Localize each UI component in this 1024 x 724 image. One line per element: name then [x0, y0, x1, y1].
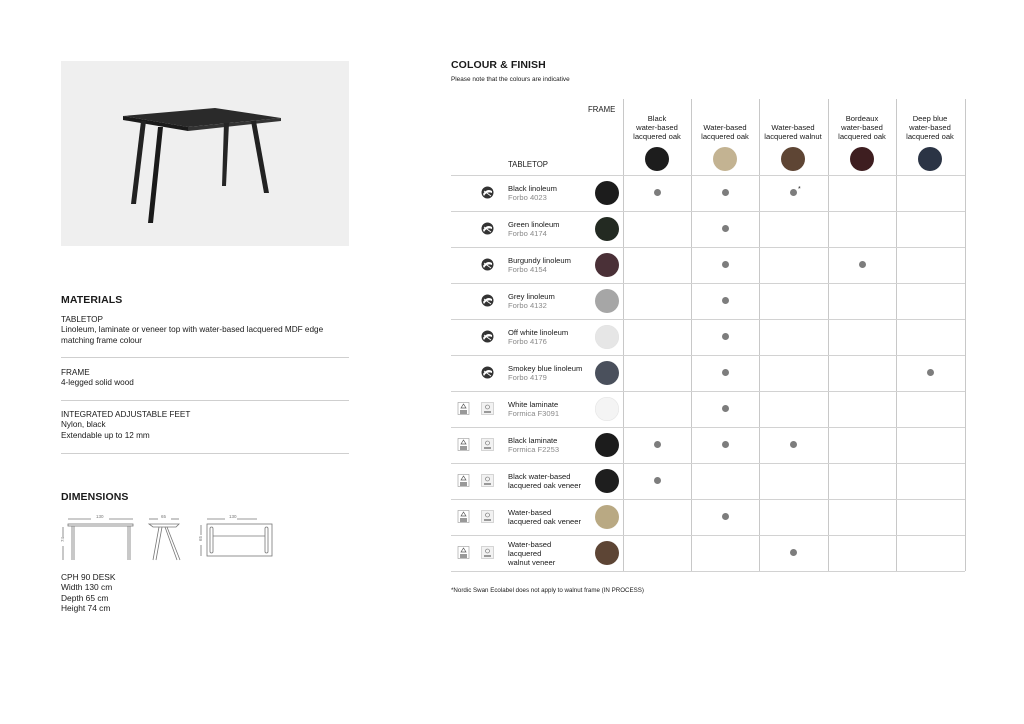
frame-name-line: water-based	[841, 123, 883, 133]
frame-header	[691, 123, 759, 141]
tabletop-swatch	[595, 361, 619, 385]
frame-swatch	[918, 147, 942, 171]
frame-header	[759, 123, 827, 141]
availability-dot	[790, 441, 797, 448]
availability-dot	[654, 441, 661, 448]
tabletop-name	[508, 508, 581, 526]
row-divider	[451, 355, 965, 356]
tabletop-swatch	[595, 433, 619, 457]
dim-side-depth: 65	[161, 514, 167, 519]
column-divider	[896, 99, 897, 571]
tabletop-label: TABLETOP	[508, 160, 549, 169]
tabletop-swatch	[595, 325, 619, 349]
section-heading: INTEGRATED ADJUSTABLE FEET	[61, 410, 191, 419]
frame-name-line: Deep blue	[912, 114, 948, 123]
materials-title: MATERIALS	[61, 294, 123, 306]
tabletop-swatch	[595, 217, 619, 241]
frame-header	[828, 114, 896, 142]
row-divider	[451, 391, 965, 392]
availability-dot	[722, 369, 729, 376]
ecolabel-icon	[481, 510, 494, 523]
model-name: CPH 90 DESK	[61, 572, 116, 582]
column-divider	[965, 99, 966, 571]
section-text: 4-legged solid wood	[61, 378, 134, 388]
frame-swatch	[645, 147, 669, 171]
tabletop-name-line: lacquered oak veneer	[508, 517, 582, 526]
frame-name-line: Water-based	[771, 123, 815, 132]
frame-name-line: Bordeaux	[845, 114, 879, 123]
colour-note: Please note that the colours are indicative	[451, 76, 570, 83]
tabletop-name-line: Smokey blue linoleum	[508, 364, 583, 373]
tabletop-name	[508, 220, 560, 238]
dim-front-height: 74	[60, 536, 66, 543]
materials-feet	[61, 410, 190, 441]
tabletop-name-line: White laminate	[508, 400, 559, 409]
column-divider	[759, 99, 760, 571]
tabletop-name	[508, 540, 555, 567]
availability-dot	[722, 333, 729, 340]
dim-front-width: 130	[96, 514, 104, 519]
tabletop-code: Formica F2253	[508, 445, 560, 454]
tabletop-swatch	[595, 541, 619, 565]
tabletop-code: Forbo 4176	[508, 337, 547, 346]
ecolabel-icon	[481, 438, 494, 451]
row-divider	[451, 211, 965, 212]
column-divider	[623, 99, 624, 571]
tabletop-code: Forbo 4023	[508, 193, 547, 202]
tabletop-swatch	[595, 469, 619, 493]
materials-frame	[61, 368, 134, 389]
column-divider	[691, 99, 692, 571]
frame-swatch	[850, 147, 874, 171]
row-divider	[451, 283, 965, 284]
dim-top-depth: 65	[198, 535, 204, 542]
nordic-swan-ecolabel-icon	[481, 186, 494, 199]
row-divider	[451, 427, 965, 428]
dimensions-text	[61, 572, 115, 613]
frame-name-line: lacquered oak	[906, 132, 954, 142]
divider	[61, 357, 349, 358]
product-photo	[61, 61, 349, 246]
tabletop-name	[508, 184, 557, 202]
colour-title: COLOUR & FINISH	[451, 59, 546, 71]
desk-illustration	[61, 61, 349, 246]
divider	[61, 400, 349, 401]
frame-name-line: lacquered oak	[838, 132, 886, 142]
dimension-drawings	[61, 513, 281, 563]
dimensions-title: DIMENSIONS	[61, 491, 129, 503]
frame-header	[896, 114, 964, 142]
availability-dot	[790, 189, 797, 196]
tabletop-name-line: Black laminate	[508, 436, 558, 445]
frame-name-line: Black	[647, 114, 667, 123]
availability-dot	[654, 477, 661, 484]
frame-swatch	[781, 147, 805, 171]
tabletop-name-line: lacquered	[508, 548, 542, 558]
section-text: Nylon, black	[61, 420, 106, 430]
tabletop-name-line: Off white linoleum	[508, 328, 569, 337]
section-heading: FRAME	[61, 368, 90, 377]
section-text: Extendable up to 12 mm	[61, 430, 150, 440]
footnote: *Nordic Swan Ecolabel does not apply to walnut frame (IN PROCESS)	[451, 587, 644, 594]
tabletop-name-line: Water-based	[508, 539, 552, 549]
nordic-swan-ecolabel-icon	[481, 258, 494, 271]
row-divider	[451, 535, 965, 536]
nordic-swan-ecolabel-icon	[481, 330, 494, 343]
tabletop-code: Formica F3091	[508, 409, 560, 418]
tabletop-name	[508, 328, 568, 346]
availability-dot	[927, 369, 934, 376]
tabletop-name-line: Black water-based	[508, 472, 571, 481]
depth-text: Depth 65 cm	[61, 592, 109, 603]
nordic-swan-ecolabel-icon	[481, 222, 494, 235]
fsc-label-icon	[457, 438, 470, 451]
tabletop-name	[508, 436, 559, 454]
frame-name-line: water-based	[636, 123, 678, 133]
frame-name-line: water-based	[909, 123, 951, 133]
tabletop-code: Forbo 4179	[508, 373, 547, 382]
tabletop-swatch	[595, 253, 619, 277]
availability-dot	[722, 225, 729, 232]
availability-dot	[722, 441, 729, 448]
section-text: matching frame colour	[61, 335, 142, 345]
tabletop-name-line: lacquered oak veneer	[508, 481, 582, 490]
ecolabel-icon	[481, 402, 494, 415]
availability-dot	[722, 261, 729, 268]
nordic-swan-ecolabel-icon	[481, 294, 494, 307]
row-divider	[451, 499, 965, 500]
column-divider	[828, 99, 829, 571]
tabletop-code: Forbo 4174	[508, 229, 547, 238]
frame-name-line: lacquered oak	[633, 132, 681, 142]
tabletop-name	[508, 256, 571, 274]
tabletop-name-line: Grey linoleum	[508, 292, 555, 301]
frame-label: FRAME	[588, 105, 616, 114]
frame-header	[623, 114, 691, 142]
materials-tabletop	[61, 315, 323, 346]
tabletop-swatch	[595, 397, 619, 421]
row-divider	[451, 247, 965, 248]
nordic-swan-ecolabel-icon	[481, 366, 494, 379]
row-divider	[451, 319, 965, 320]
tabletop-name	[508, 292, 555, 310]
section-text: Linoleum, laminate or veneer top with water-based lacquered MDF edge	[61, 325, 324, 335]
width-text: Width 130 cm	[61, 582, 113, 593]
ecolabel-icon	[481, 546, 494, 559]
frame-name-line: Water-based	[703, 123, 747, 132]
tabletop-swatch	[595, 505, 619, 529]
frame-name-line: lacquered walnut	[764, 132, 822, 142]
row-divider	[451, 463, 965, 464]
availability-dot	[722, 297, 729, 304]
tabletop-name	[508, 400, 559, 418]
height-text: Height 74 cm	[61, 602, 111, 613]
row-divider	[451, 175, 965, 176]
availability-dot	[722, 405, 729, 412]
fsc-label-icon	[457, 402, 470, 415]
availability-dot	[859, 261, 866, 268]
tabletop-name-line: Burgundy linoleum	[508, 256, 571, 265]
ecolabel-icon	[481, 474, 494, 487]
tabletop-swatch	[595, 181, 619, 205]
asterisk-mark: *	[798, 186, 801, 193]
row-divider	[451, 571, 965, 572]
fsc-label-icon	[457, 510, 470, 523]
tabletop-name-line: Water-based	[508, 508, 552, 517]
dim-top-width: 130	[229, 514, 237, 519]
tabletop-name-line: walnut veneer	[508, 557, 556, 567]
tabletop-code: Forbo 4132	[508, 301, 547, 310]
tabletop-name	[508, 364, 582, 382]
tabletop-code: Forbo 4154	[508, 265, 547, 274]
tabletop-name-line: Green linoleum	[508, 220, 560, 229]
availability-dot	[722, 189, 729, 196]
tabletop-name-line: Black linoleum	[508, 184, 557, 193]
availability-dot	[722, 513, 729, 520]
availability-dot	[654, 189, 661, 196]
frame-name-line: lacquered oak	[701, 132, 749, 142]
frame-swatch	[713, 147, 737, 171]
fsc-label-icon	[457, 474, 470, 487]
divider	[61, 453, 349, 454]
tabletop-swatch	[595, 289, 619, 313]
availability-dot	[790, 549, 797, 556]
section-heading: TABLETOP	[61, 315, 104, 324]
fsc-label-icon	[457, 546, 470, 559]
tabletop-name	[508, 472, 581, 490]
